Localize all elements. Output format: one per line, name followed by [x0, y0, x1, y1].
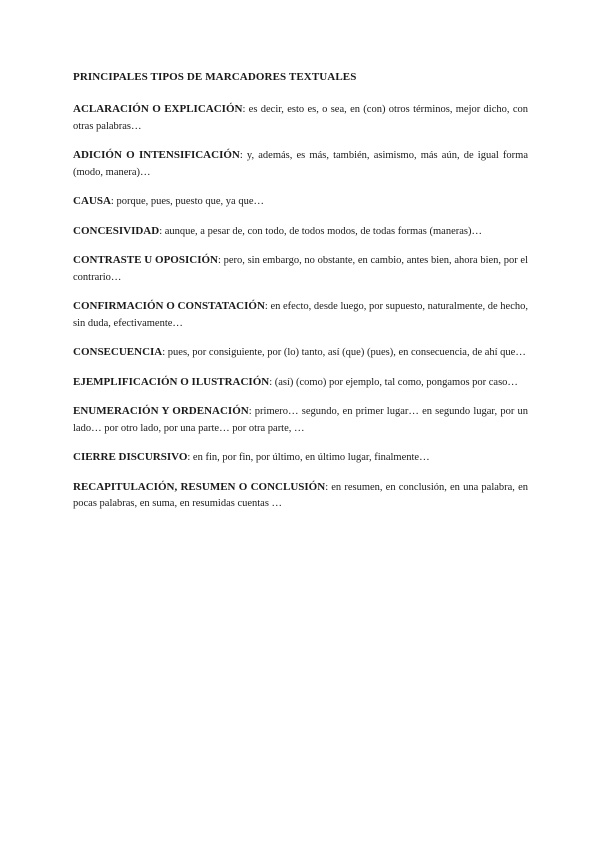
entry-term: CONFIRMACIÓN O CONSTATACIÓN: [73, 300, 265, 312]
entry-text: : en fin, por fin, por último, en último lugar, finalmente…: [187, 452, 430, 463]
entry-term: ADICIÓN O INTENSIFICACIÓN: [73, 149, 240, 161]
entry-confirmacion: [73, 298, 528, 332]
entry-term: RECAPITULACIÓN, RESUMEN O CONCLUSIÓN: [73, 480, 326, 493]
entry-text: : aunque, a pesar de, con todo, de todos modos, de todas formas (maneras)…: [159, 225, 482, 237]
entry-text: : (así) (como) por ejemplo, tal como, pongamos por caso…: [269, 376, 518, 388]
entry-term: ENUMERACIÓN Y ORDENACIÓN: [73, 405, 249, 417]
entry-term: CONCESIVIDAD: [73, 224, 160, 237]
entry-text: : primero… segundo, en primer lugar… en segundo lugar, por un lado… por otro lado, por una parte… por otra parte, …: [73, 406, 528, 434]
entry-contraste: [73, 252, 528, 286]
entry-text: : y, además, es más, también, asimismo, más aún, de igual forma (modo, manera)…: [73, 150, 528, 178]
entry-causa: [73, 193, 528, 211]
entry-cierre: [73, 449, 528, 467]
document-title: PRINCIPALES TIPOS DE MARCADORES TEXTUALES: [73, 71, 357, 83]
document-body: [73, 70, 528, 525]
entry-term: CAUSA: [73, 195, 111, 207]
entry-adicion: [73, 147, 528, 181]
entry-term: EJEMPLIFICACIÓN O ILUSTRACIÓN: [73, 375, 270, 388]
entry-text: : es decir, esto es, o sea, en (con) otros términos, mejor dicho, con otras palabras…: [73, 104, 528, 132]
entry-text: : porque, pues, puesto que, ya que…: [110, 196, 264, 207]
entry-consecuencia: [73, 344, 528, 362]
entry-text: : en efecto, desde luego, por supuesto, naturalmente, de hecho, sin duda, efectivamente…: [73, 301, 528, 329]
entry-term: CIERRE DISCURSIVO: [73, 451, 188, 463]
entry-ejemplificacion: [73, 374, 528, 392]
entry-enumeracion: [73, 403, 528, 437]
entry-term: ACLARACIÓN O EXPLICACIÓN: [73, 103, 243, 115]
entry-term: CONTRASTE U OPOSICIÓN: [73, 254, 218, 266]
entry-aclaracion: [73, 101, 528, 135]
entry-concesividad: [73, 223, 528, 241]
entry-text: : pues, por consiguiente, por (lo) tanto, así (que) (pues), en consecuencia, de ahí que…: [162, 347, 526, 358]
entry-recapitulacion: [73, 479, 528, 513]
entry-text: : pero, sin embargo, no obstante, en cambio, antes bien, ahora bien, por el contrario…: [73, 255, 529, 283]
entry-term: CONSECUENCIA: [73, 346, 163, 358]
entry-text: : en resumen, en conclusión, en una palabra, en pocas palabras, en suma, en resumidas cuentas …: [73, 481, 528, 509]
